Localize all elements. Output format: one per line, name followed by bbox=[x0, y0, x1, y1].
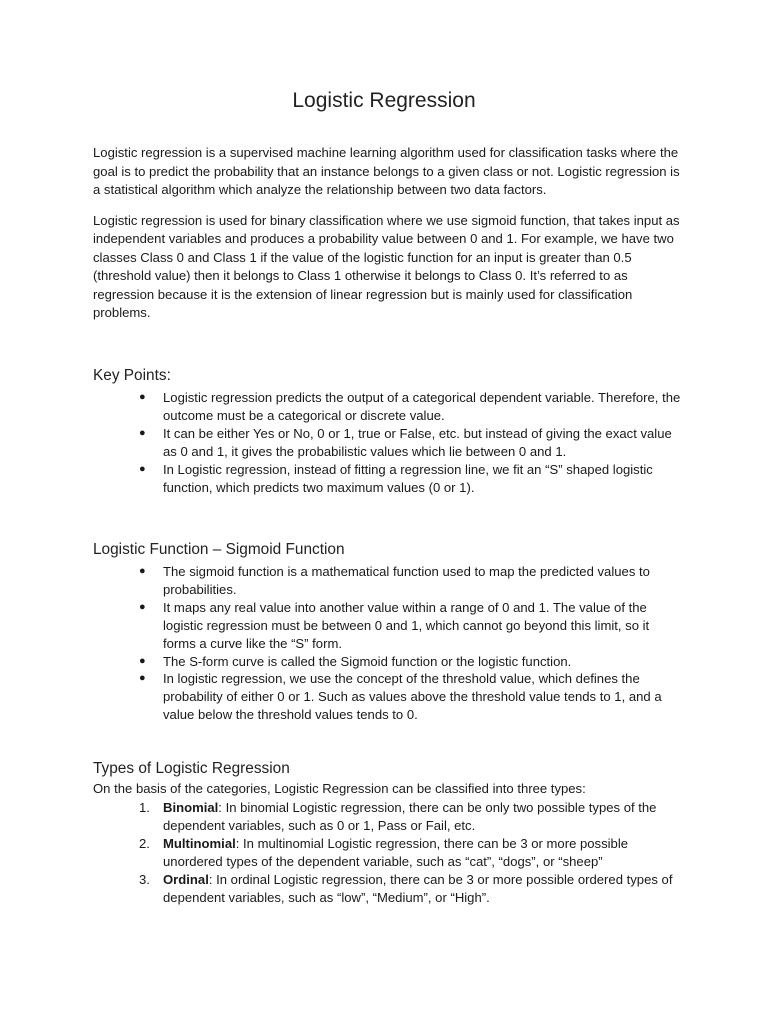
intro-paragraph-2: Logistic regression is used for binary classification where we use sigmoid function, that takes input as independent variables and produces a probability value between 0 and 1. For example, we have two classes Class 0 and Class 1 if the value of the logistic function for an input is greater than 0.5 (threshold value) then it belongs to Class 1 otherwise it belongs to Class 0. It’s referred to as regression because it is the extension of linear regression but is mainly used for classification problems. bbox=[93, 212, 680, 320]
key-point-item bbox=[93, 389, 683, 425]
sigmoid-list bbox=[93, 563, 683, 724]
list-number: 3. bbox=[139, 871, 150, 887]
types-heading: Types of Logistic Regression bbox=[93, 760, 290, 777]
type-term: Multinomial bbox=[163, 835, 236, 851]
type-description: : In multinomial Logistic regression, there can be 3 or more possible unordered types of the dependent variable, such as “cat”, “dogs”, or “sheep” bbox=[163, 835, 629, 869]
type-item bbox=[93, 871, 683, 907]
bullet-icon: ● bbox=[139, 565, 146, 577]
type-item bbox=[93, 799, 683, 835]
type-term: Binomial bbox=[163, 800, 219, 815]
type-term: Ordinal bbox=[163, 871, 209, 887]
bullet-icon: ● bbox=[139, 426, 146, 439]
page-title: Logistic Regression bbox=[292, 89, 476, 112]
key-point-item bbox=[93, 425, 683, 461]
key-point-item bbox=[93, 461, 683, 497]
intro-section bbox=[93, 144, 683, 335]
sigmoid-text: It maps any real value into another value within a range of 0 and 1. The value of the logistic regression must be between 0 and 1, which cannot go beyond this limit, so it forms a curve like the “S” form. bbox=[163, 599, 650, 651]
sigmoid-text: The sigmoid function is a mathematical function used to map the predicted values to probabilities. bbox=[163, 564, 650, 597]
intro-paragraph-1: Logistic regression is a supervised machine learning algorithm used for classification tasks where the goal is to predict the probability that an instance belongs to a given class or not. Logistic regression is a statistical algorithm which analyze the relationship between two data factors. bbox=[93, 145, 680, 197]
key-point-text: Logistic regression predicts the output of a categorical dependent variable. Therefore, the outcome must be a categorical or discrete value. bbox=[163, 390, 681, 423]
key-point-text: It can be either Yes or No, 0 or 1, true or False, etc. but instead of giving the exact value as 0 and 1, it gives the probabilistic values which lie between 0 and 1. bbox=[163, 425, 672, 459]
sigmoid-item bbox=[93, 670, 683, 724]
bullet-icon: ● bbox=[139, 654, 146, 667]
key-point-text: In Logistic regression, instead of fitting a regression line, we fit an “S” shaped logistic function, which predicts two maximum values (0 or 1). bbox=[163, 461, 653, 495]
bullet-icon: ● bbox=[139, 462, 146, 475]
list-number: 2. bbox=[139, 835, 150, 851]
bullet-icon: ● bbox=[139, 672, 146, 685]
sigmoid-text: The S-form curve is called the Sigmoid function or the logistic function. bbox=[163, 653, 572, 669]
key-points-heading: Key Points: bbox=[93, 367, 171, 384]
bullet-icon: ● bbox=[139, 600, 146, 613]
sigmoid-item bbox=[93, 599, 683, 653]
types-list bbox=[93, 799, 683, 906]
type-description: : In ordinal Logistic regression, there can be 3 or more possible ordered types of dependent variables, such as “low”, “Medium”, or “High”. bbox=[163, 871, 673, 905]
key-points-list bbox=[93, 389, 683, 496]
sigmoid-item bbox=[93, 563, 683, 599]
types-intro: On the basis of the categories, Logistic Regression can be classified into three types: bbox=[93, 781, 586, 796]
sigmoid-text: In logistic regression, we use the concept of the threshold value, which defines the probability of either 0 or 1. Such as values above the threshold value tends to 1, and a value below the threshold values tends to 0. bbox=[163, 671, 662, 723]
type-item bbox=[93, 835, 683, 871]
bullet-icon: ● bbox=[139, 391, 146, 403]
sigmoid-item bbox=[93, 653, 683, 671]
sigmoid-heading: Logistic Function – Sigmoid Function bbox=[93, 541, 345, 558]
list-number: 1. bbox=[139, 800, 150, 815]
type-description: : In binomial Logistic regression, there can be only two possible types of the dependent variables, such as 0 or 1, Pass or Fail, etc. bbox=[163, 800, 657, 833]
